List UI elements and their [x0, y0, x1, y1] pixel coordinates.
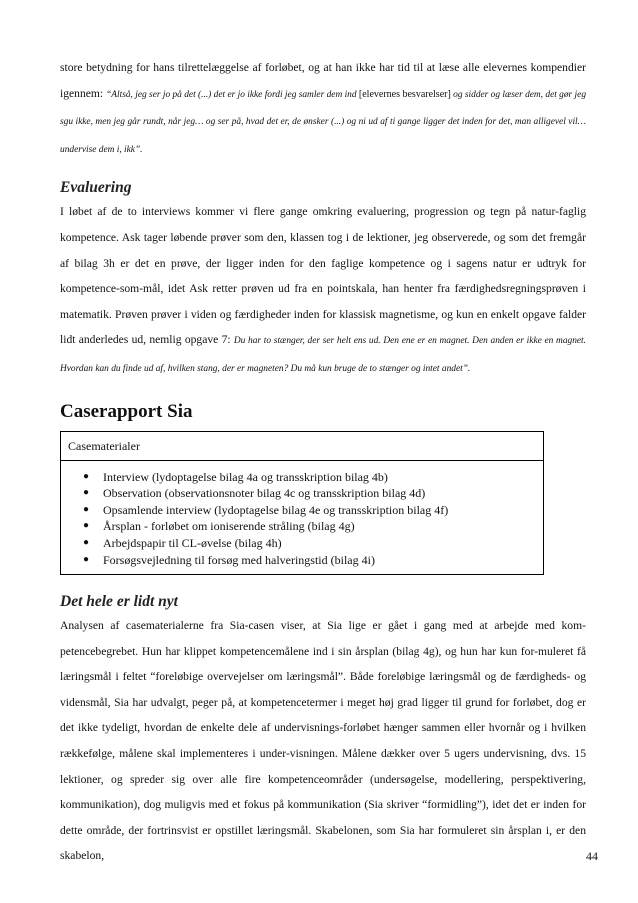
- bracket-note: [elevernes besvarelser]: [358, 88, 451, 100]
- box-title: Casematerialer: [61, 432, 543, 461]
- list-item: [83, 535, 543, 552]
- bullet-icon: ●: [83, 536, 90, 548]
- list-item: [83, 469, 543, 486]
- bullet-icon: ●: [83, 520, 90, 532]
- list-item: [83, 485, 543, 502]
- list-item-label: Observation (observationsnoter bilag 4c og transskription bilag 4d): [103, 486, 426, 501]
- list-item-label: Interview (lydoptagelse bilag 4a og transskription bilag 4b): [103, 469, 388, 484]
- casematerialer-list: [61, 461, 543, 575]
- paragraph-text: store betydning for hans tilrettelæggelse af forløbet, og at han ikke har tid til at læse alle elevernes kompendier igennem:: [60, 61, 586, 100]
- bullet-icon: ●: [83, 553, 90, 565]
- page-number: 44: [586, 849, 598, 863]
- bullet-icon: ●: [83, 487, 90, 499]
- list-item-label: Arbejdspapir til CL-øvelse (bilag 4h): [103, 535, 282, 550]
- heading-evaluering: Evaluering: [60, 179, 132, 197]
- bullet-icon: ●: [83, 470, 90, 482]
- paragraph-evaluering: [60, 199, 586, 382]
- casematerialer-box: [60, 431, 544, 576]
- quote-opgave-7: Du har to stænger, der ser helt ens ud. Den ene er en magnet. Den anden er ikke en magnet. Hvordan kan du finde ud af, hvilken stang, der er magneten? Du må kun bruge de to stænger og intet andet”.: [60, 336, 586, 374]
- document-page: [60, 55, 586, 869]
- paragraph-text: I løbet af de to interviews kommer vi flere gange omkring evaluering, progression og tegn på natur-faglig kompetence. Ask tager løbende prøver som den, klassen tog i de lektioner, jeg observerede, og som det fremgår af bilag 3h er det en prøve, der ligger inden for den faglige kompetence og i sagens natur er udtryk for kompetence-som-mål, idet Ask retter prøven ud fra en pointskala, han henter fra færdighedsregningsprøven i matematik. Prøven prøver i viden og færdigheder inden for klassisk magnetisme, og kun en enkelt opgave falder lidt anderledes ud, nemlig opgave 7:: [60, 205, 586, 347]
- list-item: [83, 552, 543, 569]
- list-item-label: Årsplan - forløbet om ioniserende stråling (bilag 4g): [103, 519, 355, 534]
- quote-part-2: og sidder og læser dem, det gør jeg sgu ikke, men jeg går rundt, når jeg… og ser på, hvad det er, de ønsker (...) og ni ud af ti gange ligger det inden for det, man alligevel vil… undervise dem i, ikk”.: [60, 89, 587, 155]
- paragraph-analyse: Analysen af casematerialerne fra Sia-casen viser, at Sia lige er gået i gang med at arbejde med kom-petencebegrebet. Hun har klippet kompetencemålene ind i sin årsplan (bilag 4g), og hun har kun for-muleret få læringsmål i feltet “foreløbige overvejelser om læringsmål”. Både foreløbige læringsmål og de færdigheds- og vidensmål, Sia har udvalgt, peger på, at kompetencetermer i meget høj grad ligger til grund for forløbet, dog er det ikke tydeligt, hvordan de enkelte dele af undervisnings-forløbet hænger sammen eller hvornår og i hvilken rækkefølge, målene skal implementeres i under-visningen. Målene dækker over 5 ugers undervisning, dvs. 15 lektioner, og spreder sig over alle fire kompetenceområder (undersøgelse, modellering, perspektivering, kommunikation), dog muligvis med et fokus på kommunikation (Sia skriver “formidling”), idet det er inden for dette område, der fortrinsvist er opstillet læringsmål. Skabelonen, som Sia har formuleret sin årsplan i, er den skabelon,: [60, 619, 586, 863]
- quote-part-1: “Altså, jeg ser jo på det (...) det er jo ikke fordi jeg samler dem ind: [106, 89, 359, 100]
- heading-caserapport: Caserapport Sia: [60, 400, 193, 422]
- heading-det-hele-er-lidt-nyt: Det hele er lidt nyt: [60, 593, 178, 611]
- paragraph-intro: [60, 55, 586, 163]
- list-item: [83, 502, 543, 519]
- list-item: [83, 518, 543, 535]
- bullet-icon: ●: [83, 503, 90, 515]
- list-item-label: Forsøgsvejledning til forsøg med halveringstid (bilag 4i): [103, 552, 375, 567]
- list-item-label: Opsamlende interview (lydoptagelse bilag 4e og transskription bilag 4f): [103, 502, 449, 517]
